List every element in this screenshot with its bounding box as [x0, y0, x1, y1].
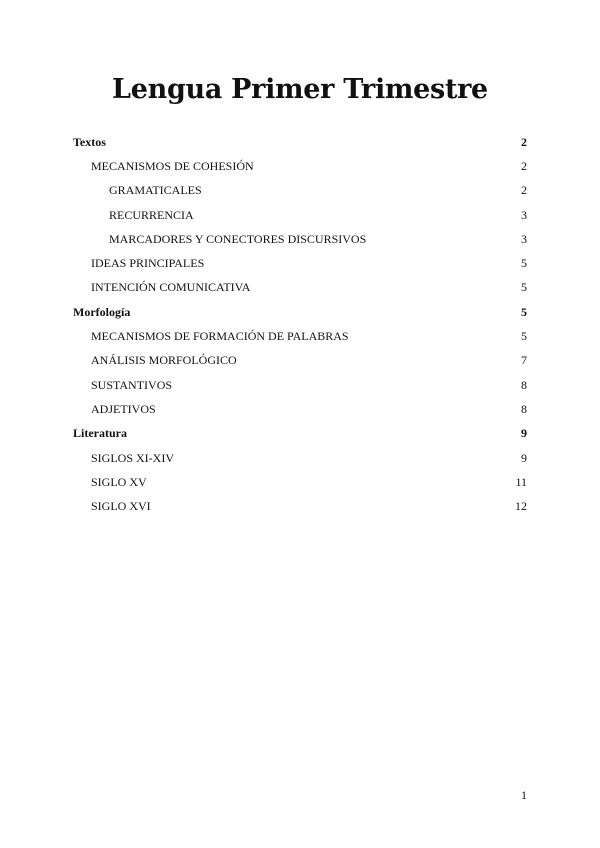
toc-entry-label: ADJETIVOS — [91, 401, 156, 416]
toc-entry-siglo-xvi[interactable] — [73, 494, 527, 518]
toc-entry-sustantivos[interactable] — [73, 373, 527, 397]
toc-entry-page: 5 — [521, 280, 527, 295]
toc-entry-page: 5 — [521, 329, 527, 344]
toc-entry-label: SIGLO XV — [91, 474, 147, 489]
toc-entry-morfologia[interactable] — [73, 300, 527, 324]
toc-entry-page: 3 — [521, 231, 527, 246]
toc-entry-label: SIGLOS XI-XIV — [91, 450, 174, 465]
document-title: Lengua Primer Trimestre — [112, 74, 488, 105]
toc-entry-textos[interactable] — [73, 130, 527, 154]
toc-entry-label: Textos — [73, 134, 106, 149]
toc-entry-label: SIGLO XVI — [91, 499, 151, 514]
toc-entry-label: IDEAS PRINCIPALES — [91, 256, 205, 271]
table-of-contents — [73, 130, 527, 519]
toc-entry-label: MECANISMOS DE COHESIÓN — [91, 158, 254, 173]
toc-entry-literatura[interactable] — [73, 422, 527, 446]
toc-entry-page: 7 — [521, 353, 527, 368]
toc-entry-siglo-xv[interactable] — [73, 470, 527, 494]
toc-entry-marcadores-y-conectores[interactable] — [73, 227, 527, 251]
toc-entry-label: Morfología — [73, 304, 131, 319]
toc-entry-mecanismos-de-cohesion[interactable] — [73, 154, 527, 178]
toc-entry-page: 5 — [521, 304, 527, 319]
toc-entry-gramaticales[interactable] — [73, 179, 527, 203]
toc-entry-page: 11 — [515, 474, 527, 489]
toc-entry-label: ANÁLISIS MORFOLÓGICO — [91, 353, 237, 368]
toc-entry-page: 9 — [521, 450, 527, 465]
toc-entry-analisis-morfologico[interactable] — [73, 349, 527, 373]
toc-entry-page: 3 — [521, 207, 527, 222]
toc-entry-siglos-xi-xiv[interactable] — [73, 446, 527, 470]
toc-entry-label: GRAMATICALES — [109, 183, 202, 198]
toc-entry-recurrencia[interactable] — [73, 203, 527, 227]
toc-entry-page: 8 — [521, 401, 527, 416]
toc-entry-page: 9 — [521, 426, 527, 441]
toc-entry-page: 8 — [521, 377, 527, 392]
toc-entry-label: Literatura — [73, 426, 127, 441]
toc-entry-label: MARCADORES Y CONECTORES DISCURSIVOS — [109, 231, 367, 246]
toc-entry-page: 5 — [521, 256, 527, 271]
toc-entry-label: SUSTANTIVOS — [91, 377, 173, 392]
page-number: 1 — [521, 788, 527, 802]
toc-entry-page: 12 — [515, 499, 527, 514]
toc-entry-label: MECANISMOS DE FORMACIÓN DE PALABRAS — [91, 329, 349, 344]
toc-entry-ideas-principales[interactable] — [73, 251, 527, 275]
toc-entry-page: 2 — [521, 183, 527, 198]
toc-entry-label: INTENCIÓN COMUNICATIVA — [91, 280, 251, 295]
toc-entry-page: 2 — [521, 158, 527, 173]
toc-entry-label: RECURRENCIA — [109, 207, 194, 222]
toc-entry-adjetivos[interactable] — [73, 397, 527, 421]
toc-entry-intencion-comunicativa[interactable] — [73, 276, 527, 300]
toc-entry-mecanismos-de-formacion[interactable] — [73, 324, 527, 348]
toc-entry-page: 2 — [521, 134, 527, 149]
